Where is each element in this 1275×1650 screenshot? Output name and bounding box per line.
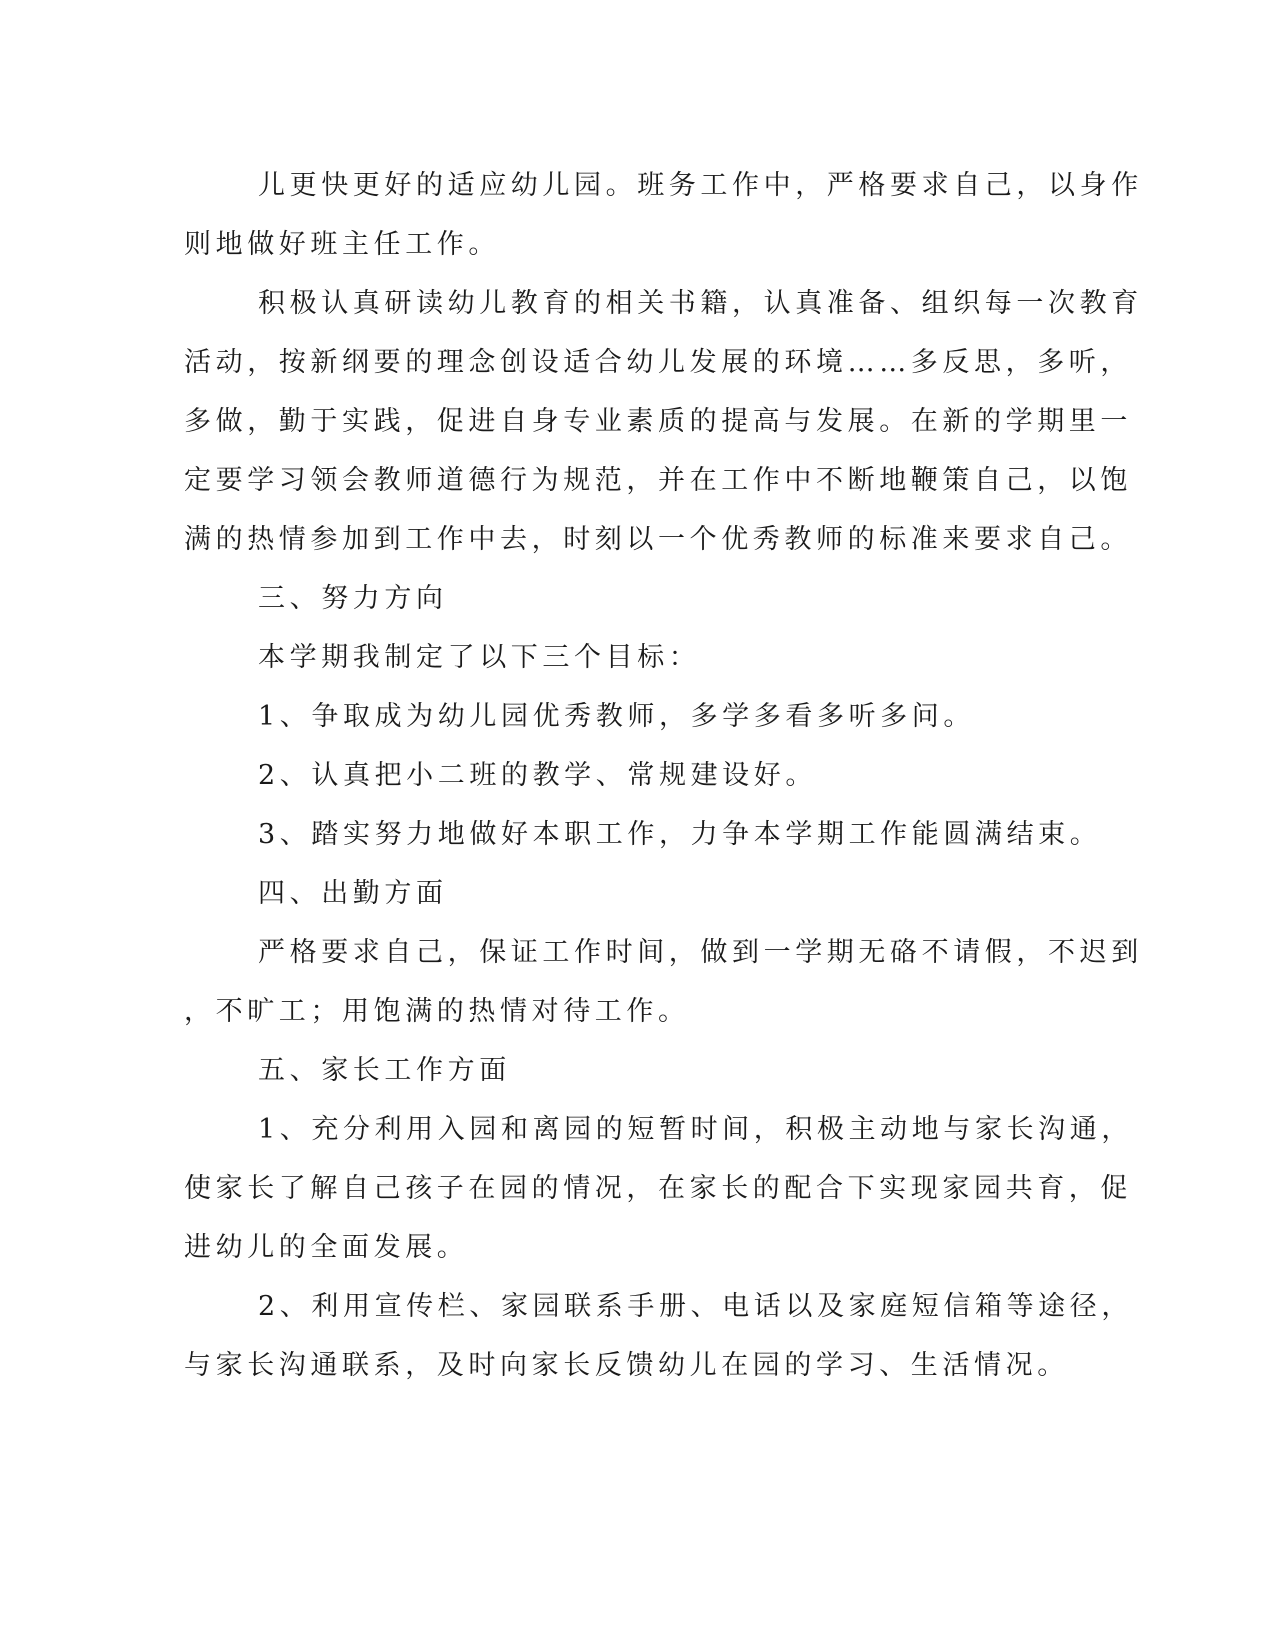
text-line: 则地做好班主任工作。 xyxy=(184,229,500,260)
text-line: 严格要求自己，保证工作时间，做到一学期无硌不请假，不迟到 xyxy=(258,937,1143,968)
text-line: 本学期我制定了以下三个目标： xyxy=(258,642,701,673)
text-line: 满的热情参加到工作中去，时刻以一个优秀教师的标准来要求自己。 xyxy=(184,524,1132,555)
section-heading: 三、努力方向 xyxy=(258,583,448,614)
text-line: 定要学习领会教师道德行为规范，并在工作中不断地鞭策自己，以饱 xyxy=(184,465,1132,496)
text-line: 多做，勤于实践，促进自身专业素质的提高与发展。在新的学期里一 xyxy=(184,406,1132,437)
text-line: 使家长了解自己孩子在园的情况，在家长的配合下实现家园共育，促 xyxy=(184,1173,1132,1204)
text-line: 活动，按新纲要的理念创设适合幼儿发展的环境……多反思，多听， xyxy=(184,347,1132,378)
list-item: 3、踏实努力地做好本职工作，力争本学期工作能圆满结束。 xyxy=(258,819,1102,850)
list-item: 1、充分利用入园和离园的短暂时间，积极主动地与家长沟通， xyxy=(258,1114,1133,1145)
section-heading: 四、出勤方面 xyxy=(258,878,448,909)
text-line: ，不旷工；用饱满的热情对待工作。 xyxy=(184,996,690,1027)
text-line: 积极认真研读幼儿教育的相关书籍，认真准备、组织每一次教育 xyxy=(258,288,1143,319)
text-line: 进幼儿的全面发展。 xyxy=(184,1232,469,1263)
document-body xyxy=(184,156,1143,1395)
list-item: 1、争取成为幼儿园优秀教师，多学多看多听多问。 xyxy=(258,701,975,732)
text-line: 与家长沟通联系，及时向家长反馈幼儿在园的学习、生活情况。 xyxy=(184,1350,1069,1381)
list-item: 2、利用宣传栏、家园联系手册、电话以及家庭短信箱等途径， xyxy=(258,1291,1133,1322)
text-line: 儿更快更好的适应幼儿园。班务工作中，严格要求自己，以身作 xyxy=(258,170,1143,201)
list-item: 2、认真把小二班的教学、常规建设好。 xyxy=(258,760,817,791)
section-heading: 五、家长工作方面 xyxy=(258,1055,511,1086)
